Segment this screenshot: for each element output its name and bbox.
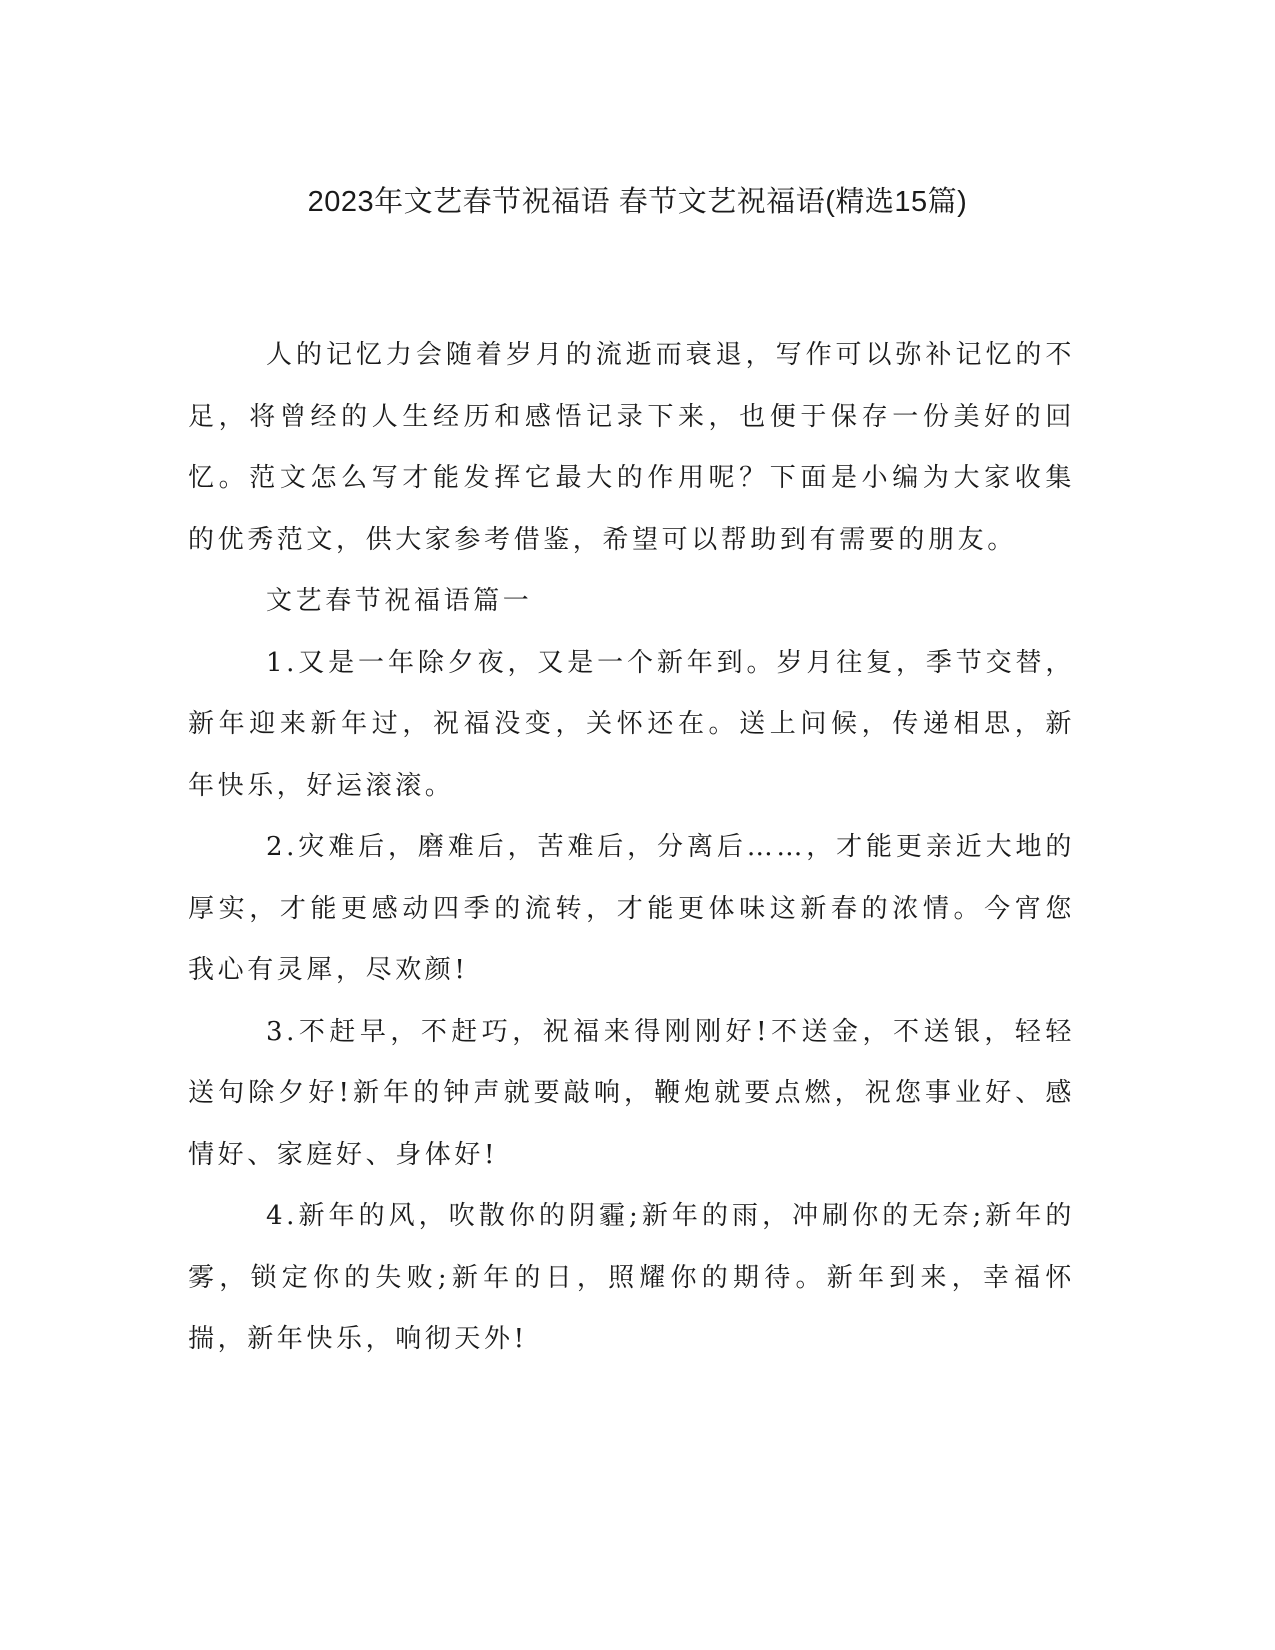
document-body (188, 325, 1075, 1371)
intro-paragraph: 人的记忆力会随着岁月的流逝而衰退，写作可以弥补记忆的不足，将曾经的人生经历和感悟记录下来，也便于保存一份美好的回忆。范文怎么写才能发挥它最大的作用呢？下面是小编为大家收集的优秀范文，供大家参考借鉴，希望可以帮助到有需要的朋友。 (188, 340, 1075, 555)
document-title: 2023年文艺春节祝福语 春节文艺祝福语(精选15篇) (307, 186, 968, 218)
blessing-item-2: 2.灾难后，磨难后，苦难后，分离后……，才能更亲近大地的厚实，才能更感动四季的流转，才能更体味这新春的浓情。今宵您我心有灵犀，尽欢颜! (188, 832, 1075, 985)
blessing-item-4: 4.新年的风，吹散你的阴霾;新年的雨，冲刷你的无奈;新年的雾，锁定你的失败;新年的日，照耀你的期待。新年到来，幸福怀揣，新年快乐，响彻天外! (188, 1201, 1075, 1354)
blessing-item-3: 3.不赶早，不赶巧，祝福来得刚刚好!不送金，不送银，轻轻送句除夕好!新年的钟声就要敲响，鞭炮就要点燃，祝您事业好、感情好、家庭好、身体好! (188, 1016, 1075, 1170)
section-heading: 文艺春节祝福语篇一 (266, 586, 533, 616)
blessing-item-1: 1.又是一年除夕夜，又是一个新年到。岁月往复，季节交替，新年迎来新年过，祝福没变，关怀还在。送上问候，传递相思，新年快乐，好运滚滚。 (188, 647, 1075, 801)
